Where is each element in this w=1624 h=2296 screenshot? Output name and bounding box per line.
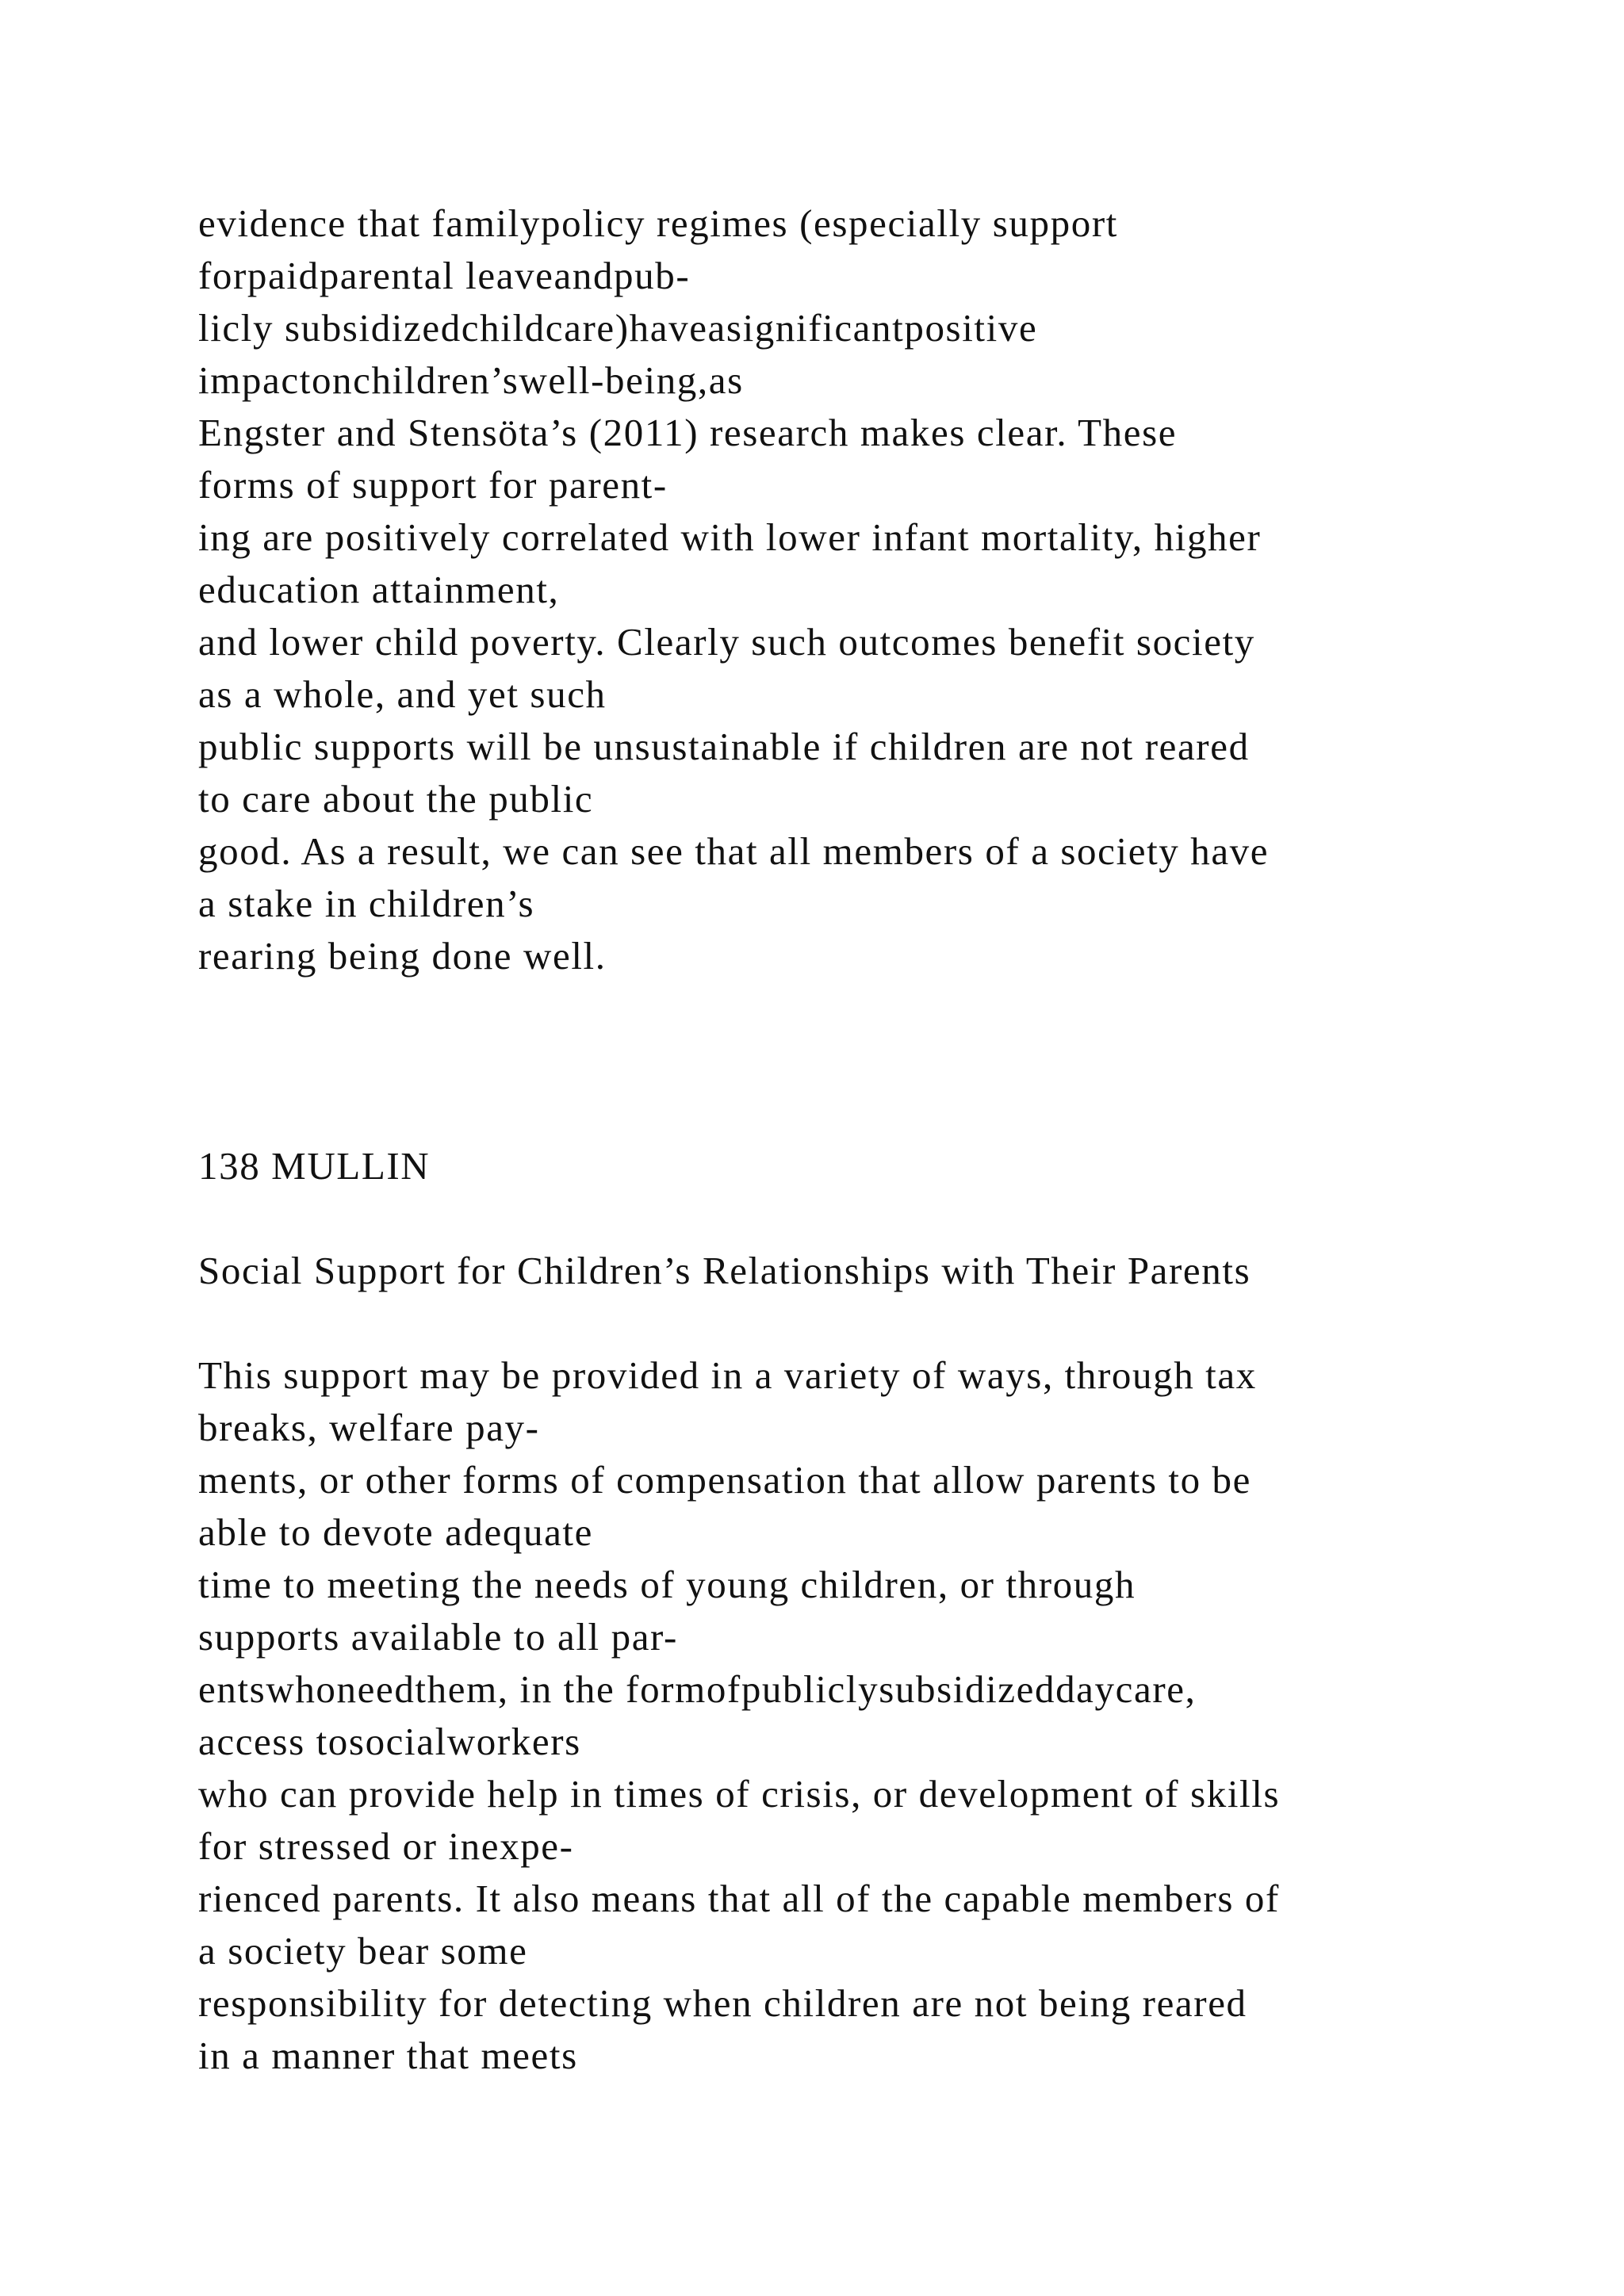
paragraph-1-line: and lower child poverty. Clearly such outcomes benefit society — [198, 620, 1255, 664]
paragraph-2-line: ments, or other forms of compensation that allow parents to be — [198, 1458, 1251, 1502]
paragraph-2-line: time to meeting the needs of young children, or through — [198, 1563, 1136, 1606]
paragraph-1-line: ing are positively correlated with lower infant mortality, higher — [198, 515, 1262, 559]
paragraph-1-line: impactonchildren’swell-being,as — [198, 358, 744, 402]
paragraph-1-line: good. As a result, we can see that all members of a society have — [198, 829, 1270, 873]
running-header: 138 MULLIN — [198, 1144, 431, 1188]
paragraph-2-line: for stressed or inexpe- — [198, 1824, 574, 1868]
paragraph-1-line: licly subsidizedchildcare)haveasignificantpositive — [198, 306, 1038, 350]
paragraph-2-line: who can provide help in times of crisis, or development of skills — [198, 1772, 1281, 1816]
paragraph-1-line: to care about the public — [198, 777, 594, 821]
paragraph-2-line: rienced parents. It also means that all of the capable members of — [198, 1877, 1280, 1920]
paragraph-2-line: responsibility for detecting when children are not being reared — [198, 1981, 1247, 2025]
paragraph-1-line: public supports will be unsustainable if children are not reared — [198, 725, 1250, 768]
paragraph-1-line: forpaidparental leaveandpub- — [198, 254, 691, 297]
paragraph-1-line: forms of support for parent- — [198, 463, 668, 507]
paragraph-1-line: education attainment, — [198, 568, 560, 611]
paragraph-2-line: able to devote adequate — [198, 1510, 593, 1554]
paragraph-1-line: as a whole, and yet such — [198, 672, 607, 716]
paragraph-2-line: in a manner that meets — [198, 2034, 578, 2077]
paragraph-1-line: rearing being done well. — [198, 934, 607, 978]
paragraph-2-line: breaks, welfare pay- — [198, 1406, 540, 1449]
paragraph-2-line: a society bear some — [198, 1929, 528, 1973]
paragraph-1-line: a stake in children’s — [198, 882, 535, 925]
paragraph-1-line: evidence that familypolicy regimes (especially support — [198, 201, 1118, 245]
section-heading: Social Support for Children’s Relationships with Their Parents — [198, 1249, 1251, 1292]
paragraph-2-line: supports available to all par- — [198, 1615, 678, 1659]
paragraph-2-line: entswhoneedthem, in the formofpubliclysubsidizeddaycare, — [198, 1667, 1197, 1711]
paragraph-1-line: Engster and Stensöta’s (2011) research makes clear. These — [198, 411, 1178, 454]
paragraph-2-line: This support may be provided in a variety of ways, through tax — [198, 1353, 1257, 1397]
paragraph-2-line: access tosocialworkers — [198, 1720, 581, 1763]
